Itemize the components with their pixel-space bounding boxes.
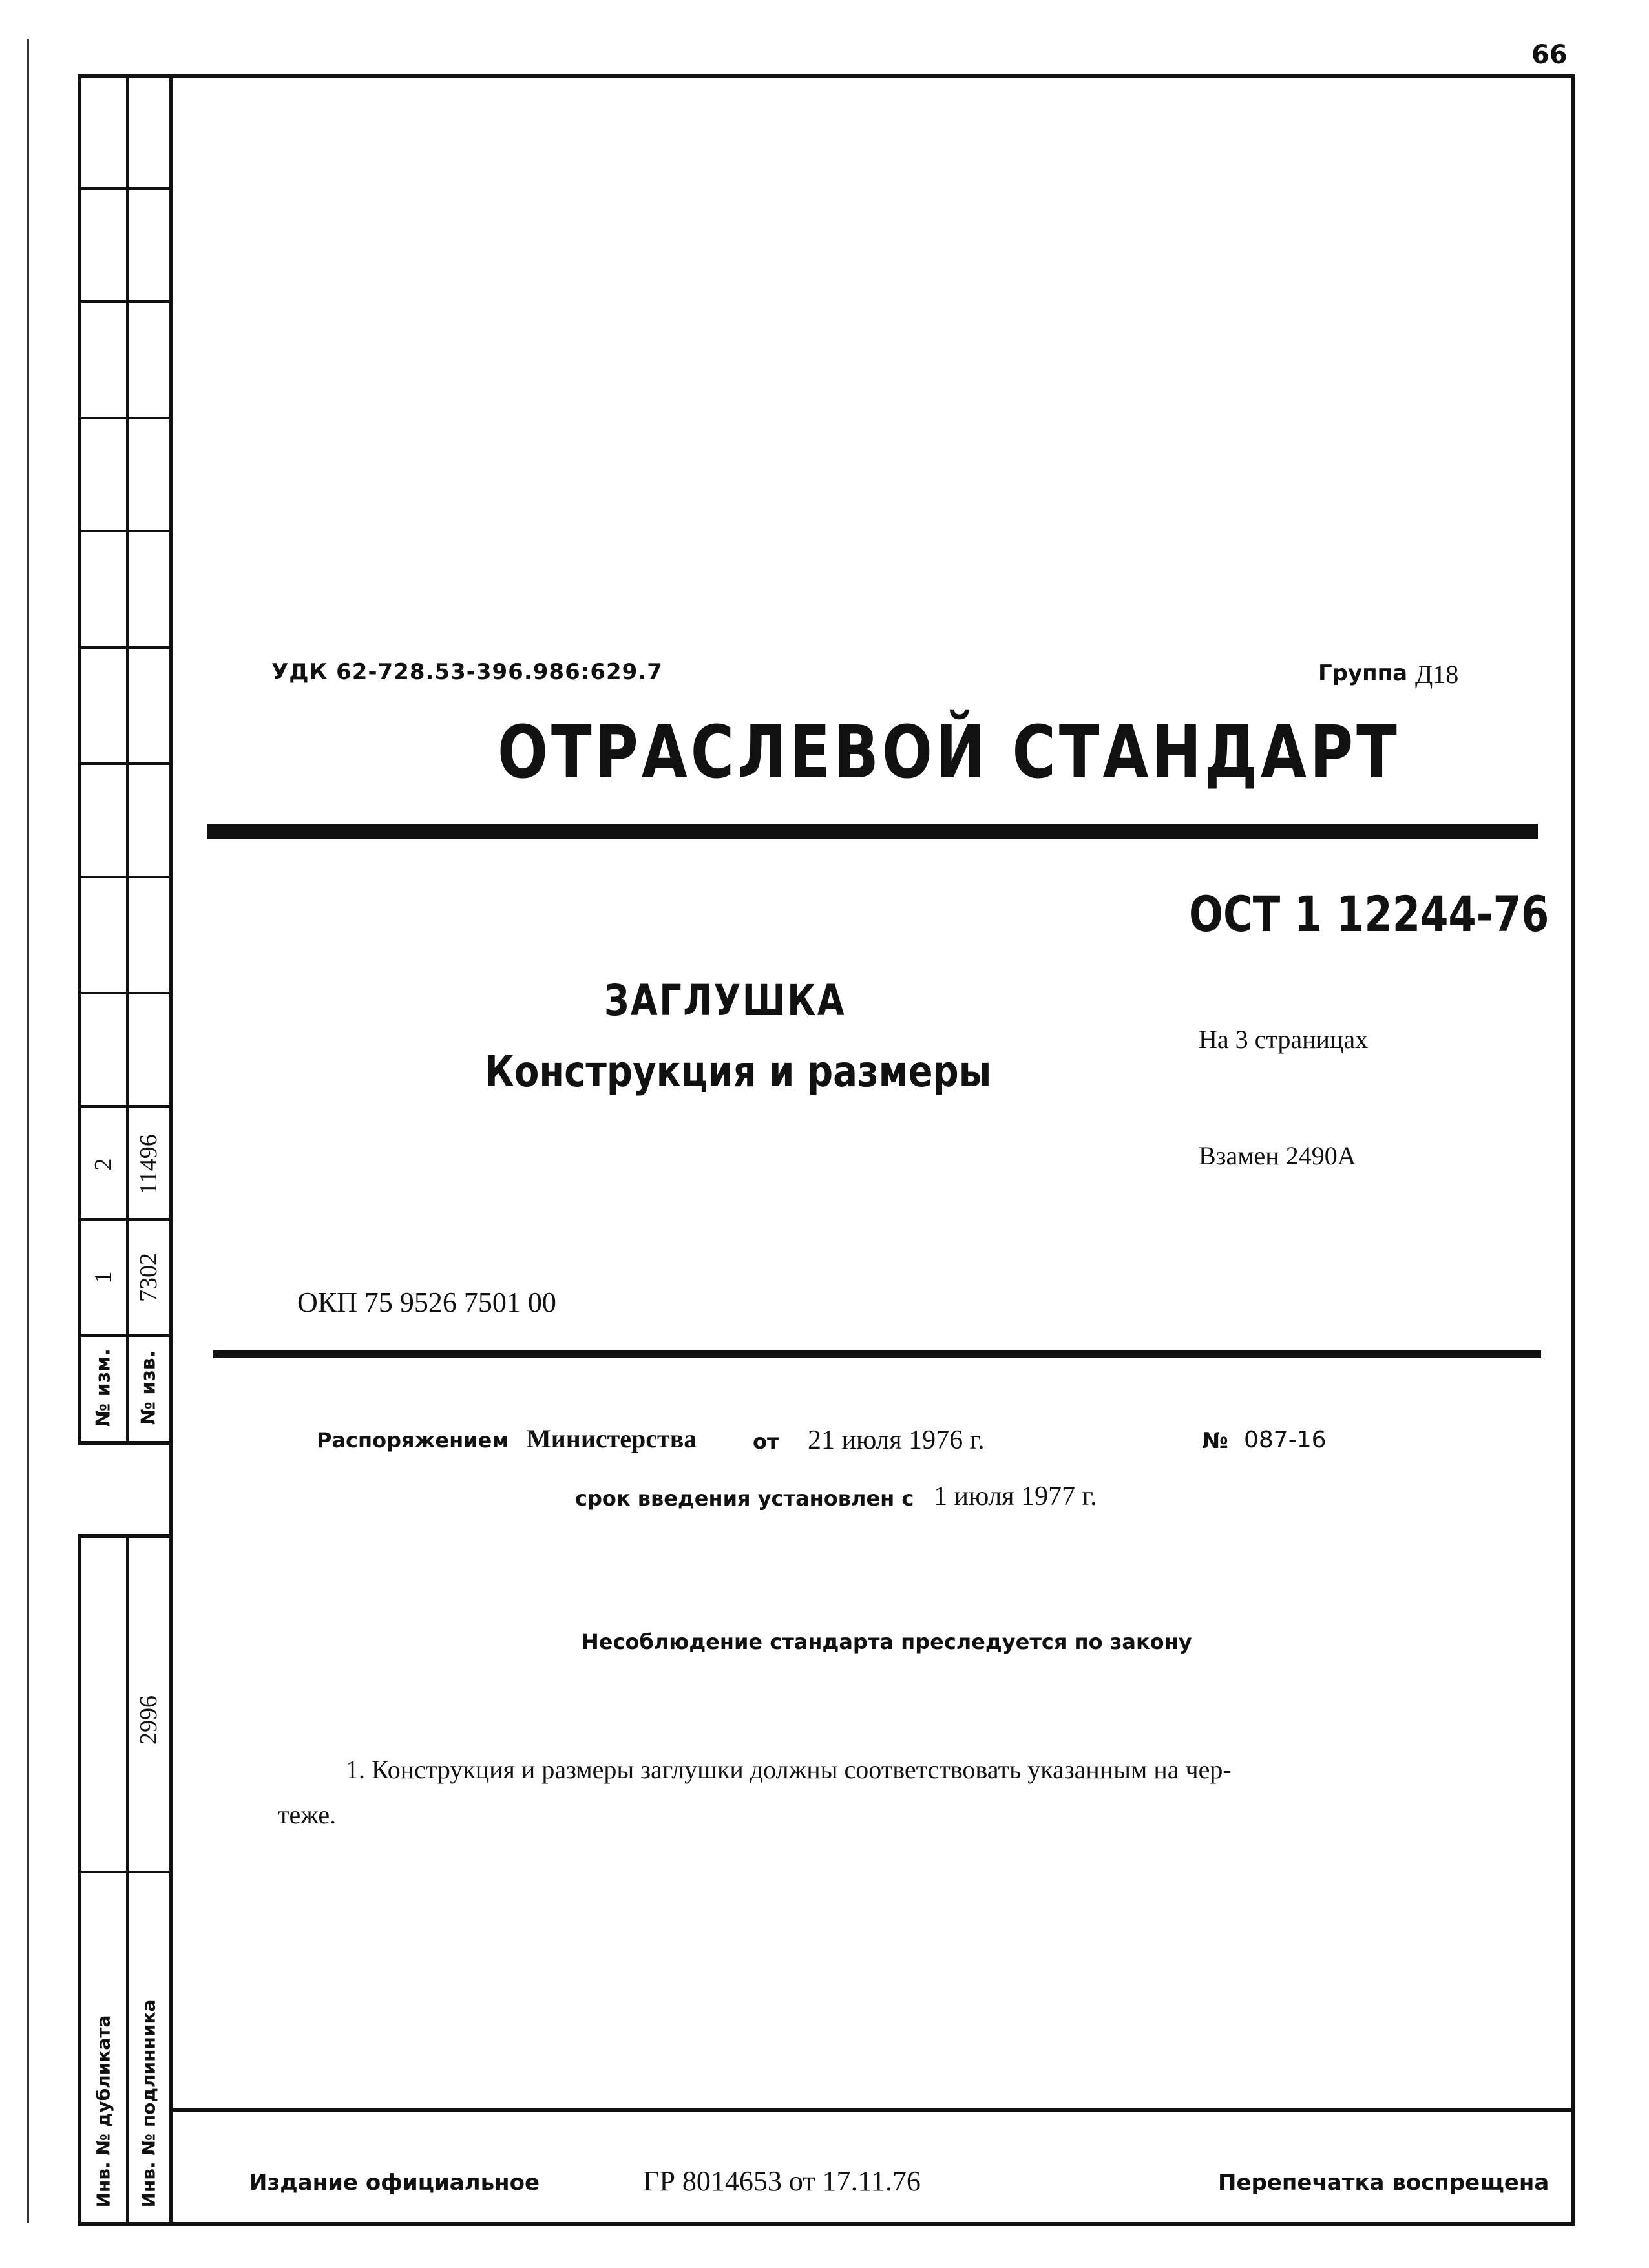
title-rule bbox=[207, 824, 1538, 839]
orig-inv-value: 2996 bbox=[135, 1696, 162, 1745]
strip-col-divider bbox=[126, 74, 129, 1444]
order-date: 21 июля 1976 г. bbox=[808, 1425, 985, 1455]
strip-divider bbox=[80, 1334, 172, 1337]
order-by: Распоряжением bbox=[317, 1428, 509, 1453]
strip-divider bbox=[80, 1105, 172, 1108]
order-from: от bbox=[753, 1429, 779, 1454]
dup-inv-label: Инв. № дубликата bbox=[92, 2015, 114, 2208]
item-subtitle: Конструкция и размеры bbox=[485, 1047, 992, 1097]
main-title: ОТРАСЛЕВОЙ СТАНДАРТ bbox=[498, 711, 1400, 795]
effective-label: срок введения установлен с bbox=[575, 1486, 914, 1511]
standard-number: ОСТ 1 12244-76 bbox=[1189, 885, 1549, 943]
order-number-label: № bbox=[1202, 1428, 1228, 1454]
change-no-label: № изм. bbox=[92, 1349, 115, 1427]
legal-warning: Несоблюдение стандарта преследуется по закону bbox=[582, 1630, 1192, 1654]
strip-divider bbox=[80, 300, 172, 303]
change-1: 1 bbox=[90, 1271, 117, 1284]
stamp-gap bbox=[80, 1445, 169, 1534]
okp-code: ОКП 75 9526 7501 00 bbox=[297, 1286, 556, 1318]
pages-note: На 3 страницах bbox=[1199, 1025, 1369, 1054]
group-value: Д18 bbox=[1415, 660, 1459, 689]
strip-divider bbox=[80, 530, 172, 532]
order-number: 087-16 bbox=[1244, 1427, 1327, 1453]
strip-divider bbox=[80, 876, 172, 878]
strip-divider bbox=[80, 1218, 172, 1221]
strip-divider bbox=[80, 417, 172, 419]
okp-rule bbox=[213, 1350, 1541, 1358]
replaces-note: Взамен 2490А bbox=[1199, 1141, 1356, 1170]
strip-divider bbox=[80, 992, 172, 994]
strip-outer-edge bbox=[169, 74, 173, 2226]
orig-inv-label: Инв. № подлинника bbox=[138, 1999, 160, 2208]
change-2: 2 bbox=[90, 1158, 117, 1171]
footer-rule bbox=[173, 2108, 1575, 2112]
notice-11496: 11496 bbox=[135, 1134, 162, 1195]
order-authority: Министерства bbox=[527, 1424, 697, 1453]
footer-center: ГР 8014653 от 17.11.76 bbox=[643, 2165, 921, 2197]
strip-col-divider-lower bbox=[126, 1535, 129, 2226]
udk-code: УДК 62-728.53-396.986:629.7 bbox=[271, 659, 663, 685]
strip-divider bbox=[80, 187, 172, 190]
footer-left: Издание официальное bbox=[249, 2170, 540, 2196]
strip-divider bbox=[80, 1871, 172, 1873]
effective-date: 1 июля 1977 г. bbox=[934, 1482, 1097, 1511]
strip-divider bbox=[80, 762, 172, 765]
notice-7302: 7302 bbox=[135, 1253, 162, 1302]
notice-no-label: № изв. bbox=[137, 1350, 160, 1425]
item-name: ЗАГЛУШКА bbox=[604, 976, 846, 1025]
footer-right: Перепечатка воспрещена bbox=[1218, 2170, 1549, 2196]
group-label: Группа bbox=[1318, 660, 1408, 686]
clause-1-line1: 1. Конструкция и размеры заглушки должны соответствовать указанным на чер- bbox=[346, 1755, 1232, 1784]
trim-line bbox=[27, 39, 29, 2223]
page-number: 66 bbox=[1531, 40, 1568, 70]
stamp-block-bottom bbox=[80, 1441, 172, 1445]
frame-gap bbox=[76, 1445, 81, 1534]
clause-1-line2: теже. bbox=[278, 1800, 337, 1829]
stamp-block-top bbox=[80, 1534, 172, 1538]
strip-divider bbox=[80, 646, 172, 649]
